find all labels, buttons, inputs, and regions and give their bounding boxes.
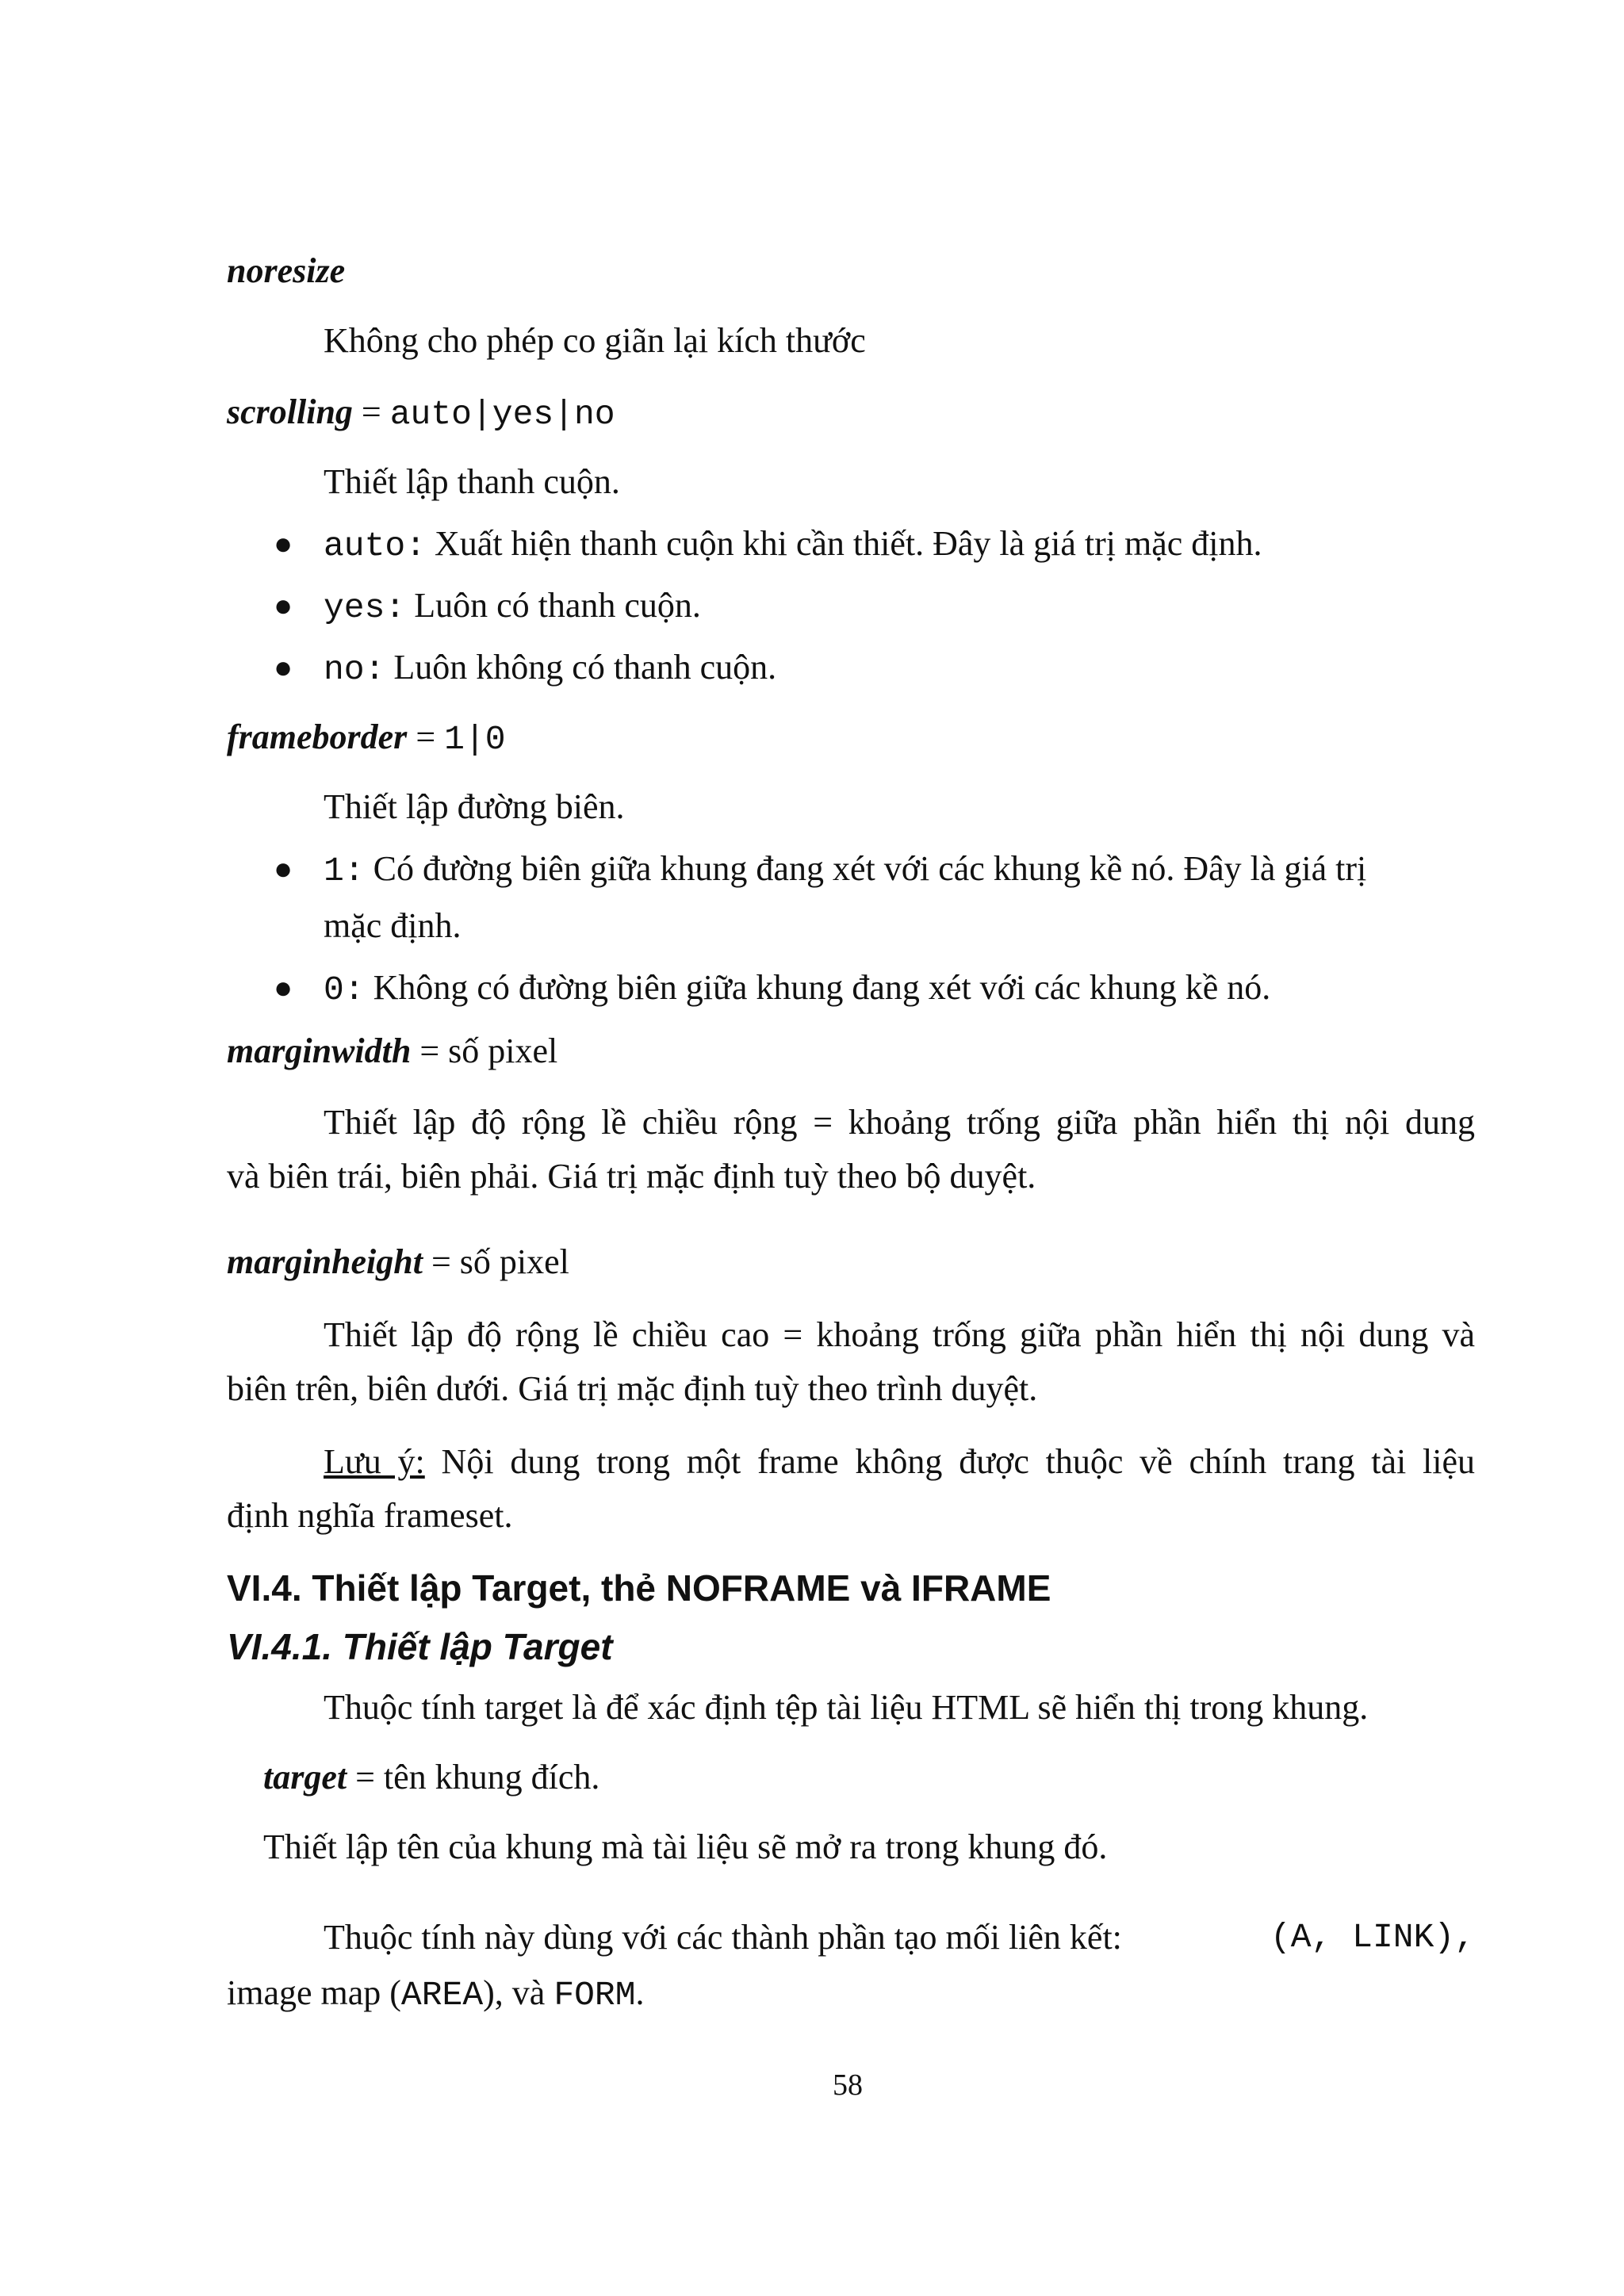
list-item xyxy=(324,522,1262,568)
usage-line-2 xyxy=(227,1971,645,2018)
section-heading: VI.4. Thiết lập Target, thẻ NOFRAME và IFRAME xyxy=(227,1567,1051,1609)
term: target xyxy=(263,1758,347,1797)
list-item xyxy=(324,584,701,630)
equals: = số pixel xyxy=(411,1031,558,1070)
code: FORM xyxy=(553,1976,636,2015)
text: Luôn có thanh cuộn. xyxy=(405,586,701,625)
bullet-icon: ● xyxy=(274,970,293,1005)
equals: = xyxy=(352,392,390,431)
text: Luôn không có thanh cuộn. xyxy=(385,648,777,687)
note-line-1 xyxy=(324,1440,1475,1484)
text: Xuất hiện thanh cuộn khi cần thiết. Đây là giá trị mặc định. xyxy=(426,524,1262,563)
text: image map ( xyxy=(227,1973,401,2012)
attr-frameborder-desc: Thiết lập đường biên. xyxy=(324,787,625,826)
usage-line-1 xyxy=(324,1915,1475,1960)
values-code: 1|0 xyxy=(444,720,506,759)
usage-code: (A, LINK), xyxy=(1270,1918,1475,1957)
attr-scrolling-desc: Thiết lập thanh cuộn. xyxy=(324,462,620,501)
bullet-icon: ● xyxy=(274,649,293,685)
bullet-icon: ● xyxy=(274,851,293,886)
text: Không có đường biên giữa khung đang xét với các khung kề nó. xyxy=(364,968,1271,1007)
text: Có đường biên giữa khung đang xét với các khung kề nó. Đây là giá trị xyxy=(364,849,1367,888)
term: frameborder xyxy=(227,718,408,756)
note-line-2: định nghĩa frameset. xyxy=(227,1496,513,1535)
bullet-icon: ● xyxy=(274,587,293,623)
list-item xyxy=(324,645,776,692)
attr-marginwidth-desc-1: Thiết lập độ rộng lề chiều rộng = khoảng trống giữa phần hiển thị nội dung xyxy=(324,1103,1475,1142)
term: scrolling xyxy=(227,392,353,431)
list-item xyxy=(324,847,1475,894)
usage-text: Thuộc tính này dùng với các thành phần tạo mối liên kết: xyxy=(324,1918,1122,1957)
note-label: Lưu ý: xyxy=(324,1442,425,1481)
code: auto: xyxy=(324,526,427,565)
attr-marginwidth-term xyxy=(227,1029,557,1073)
attr-scrolling-term xyxy=(227,390,615,437)
equals: = tên khung đích. xyxy=(347,1758,600,1797)
attr-marginheight-desc-2: biên trên, biên dưới. Giá trị mặc định tuỳ theo trình duyệt. xyxy=(227,1369,1038,1408)
subsection-heading: VI.4.1. Thiết lập Target xyxy=(227,1626,613,1667)
attr-frameborder-term xyxy=(227,715,506,762)
list-item xyxy=(324,966,1270,1012)
attr-target-desc: Thiết lập tên của khung mà tài liệu sẽ mở ra trong khung đó. xyxy=(263,1827,1108,1866)
list-item-text xyxy=(324,847,1366,894)
term: noresize xyxy=(227,251,346,290)
attr-target-term xyxy=(263,1755,599,1800)
page-number: 58 xyxy=(833,2068,863,2102)
code: 1: xyxy=(324,851,365,890)
values-code: auto|yes|no xyxy=(389,395,615,434)
term: marginwidth xyxy=(227,1031,412,1070)
list-item-continuation: mặc định. xyxy=(324,906,462,945)
equals: = số pixel xyxy=(422,1242,569,1281)
code: yes: xyxy=(324,588,406,627)
text: ), và xyxy=(483,1973,554,2012)
equals: = xyxy=(407,718,445,756)
section-intro: Thuộc tính target là để xác định tệp tài liệu HTML sẽ hiển thị trong khung. xyxy=(324,1688,1369,1727)
term: marginheight xyxy=(227,1242,423,1281)
text: . xyxy=(635,1973,645,2012)
code: 0: xyxy=(324,970,365,1009)
attr-noresize-term xyxy=(227,249,345,293)
attr-noresize-desc: Không cho phép co giãn lại kích thước xyxy=(324,321,866,360)
code: no: xyxy=(324,650,385,689)
attr-marginwidth-desc-2: và biên trái, biên phải. Giá trị mặc định tuỳ theo bộ duyệt. xyxy=(227,1157,1036,1196)
code: AREA xyxy=(400,1976,484,2015)
bullet-icon: ● xyxy=(274,526,293,561)
attr-marginheight-term xyxy=(227,1240,569,1284)
note-text: Nội dung trong một frame không được thuộc về chính trang tài liệu xyxy=(424,1442,1475,1481)
attr-marginheight-desc-1: Thiết lập độ rộng lề chiều cao = khoảng trống giữa phần hiển thị nội dung và xyxy=(324,1315,1475,1354)
